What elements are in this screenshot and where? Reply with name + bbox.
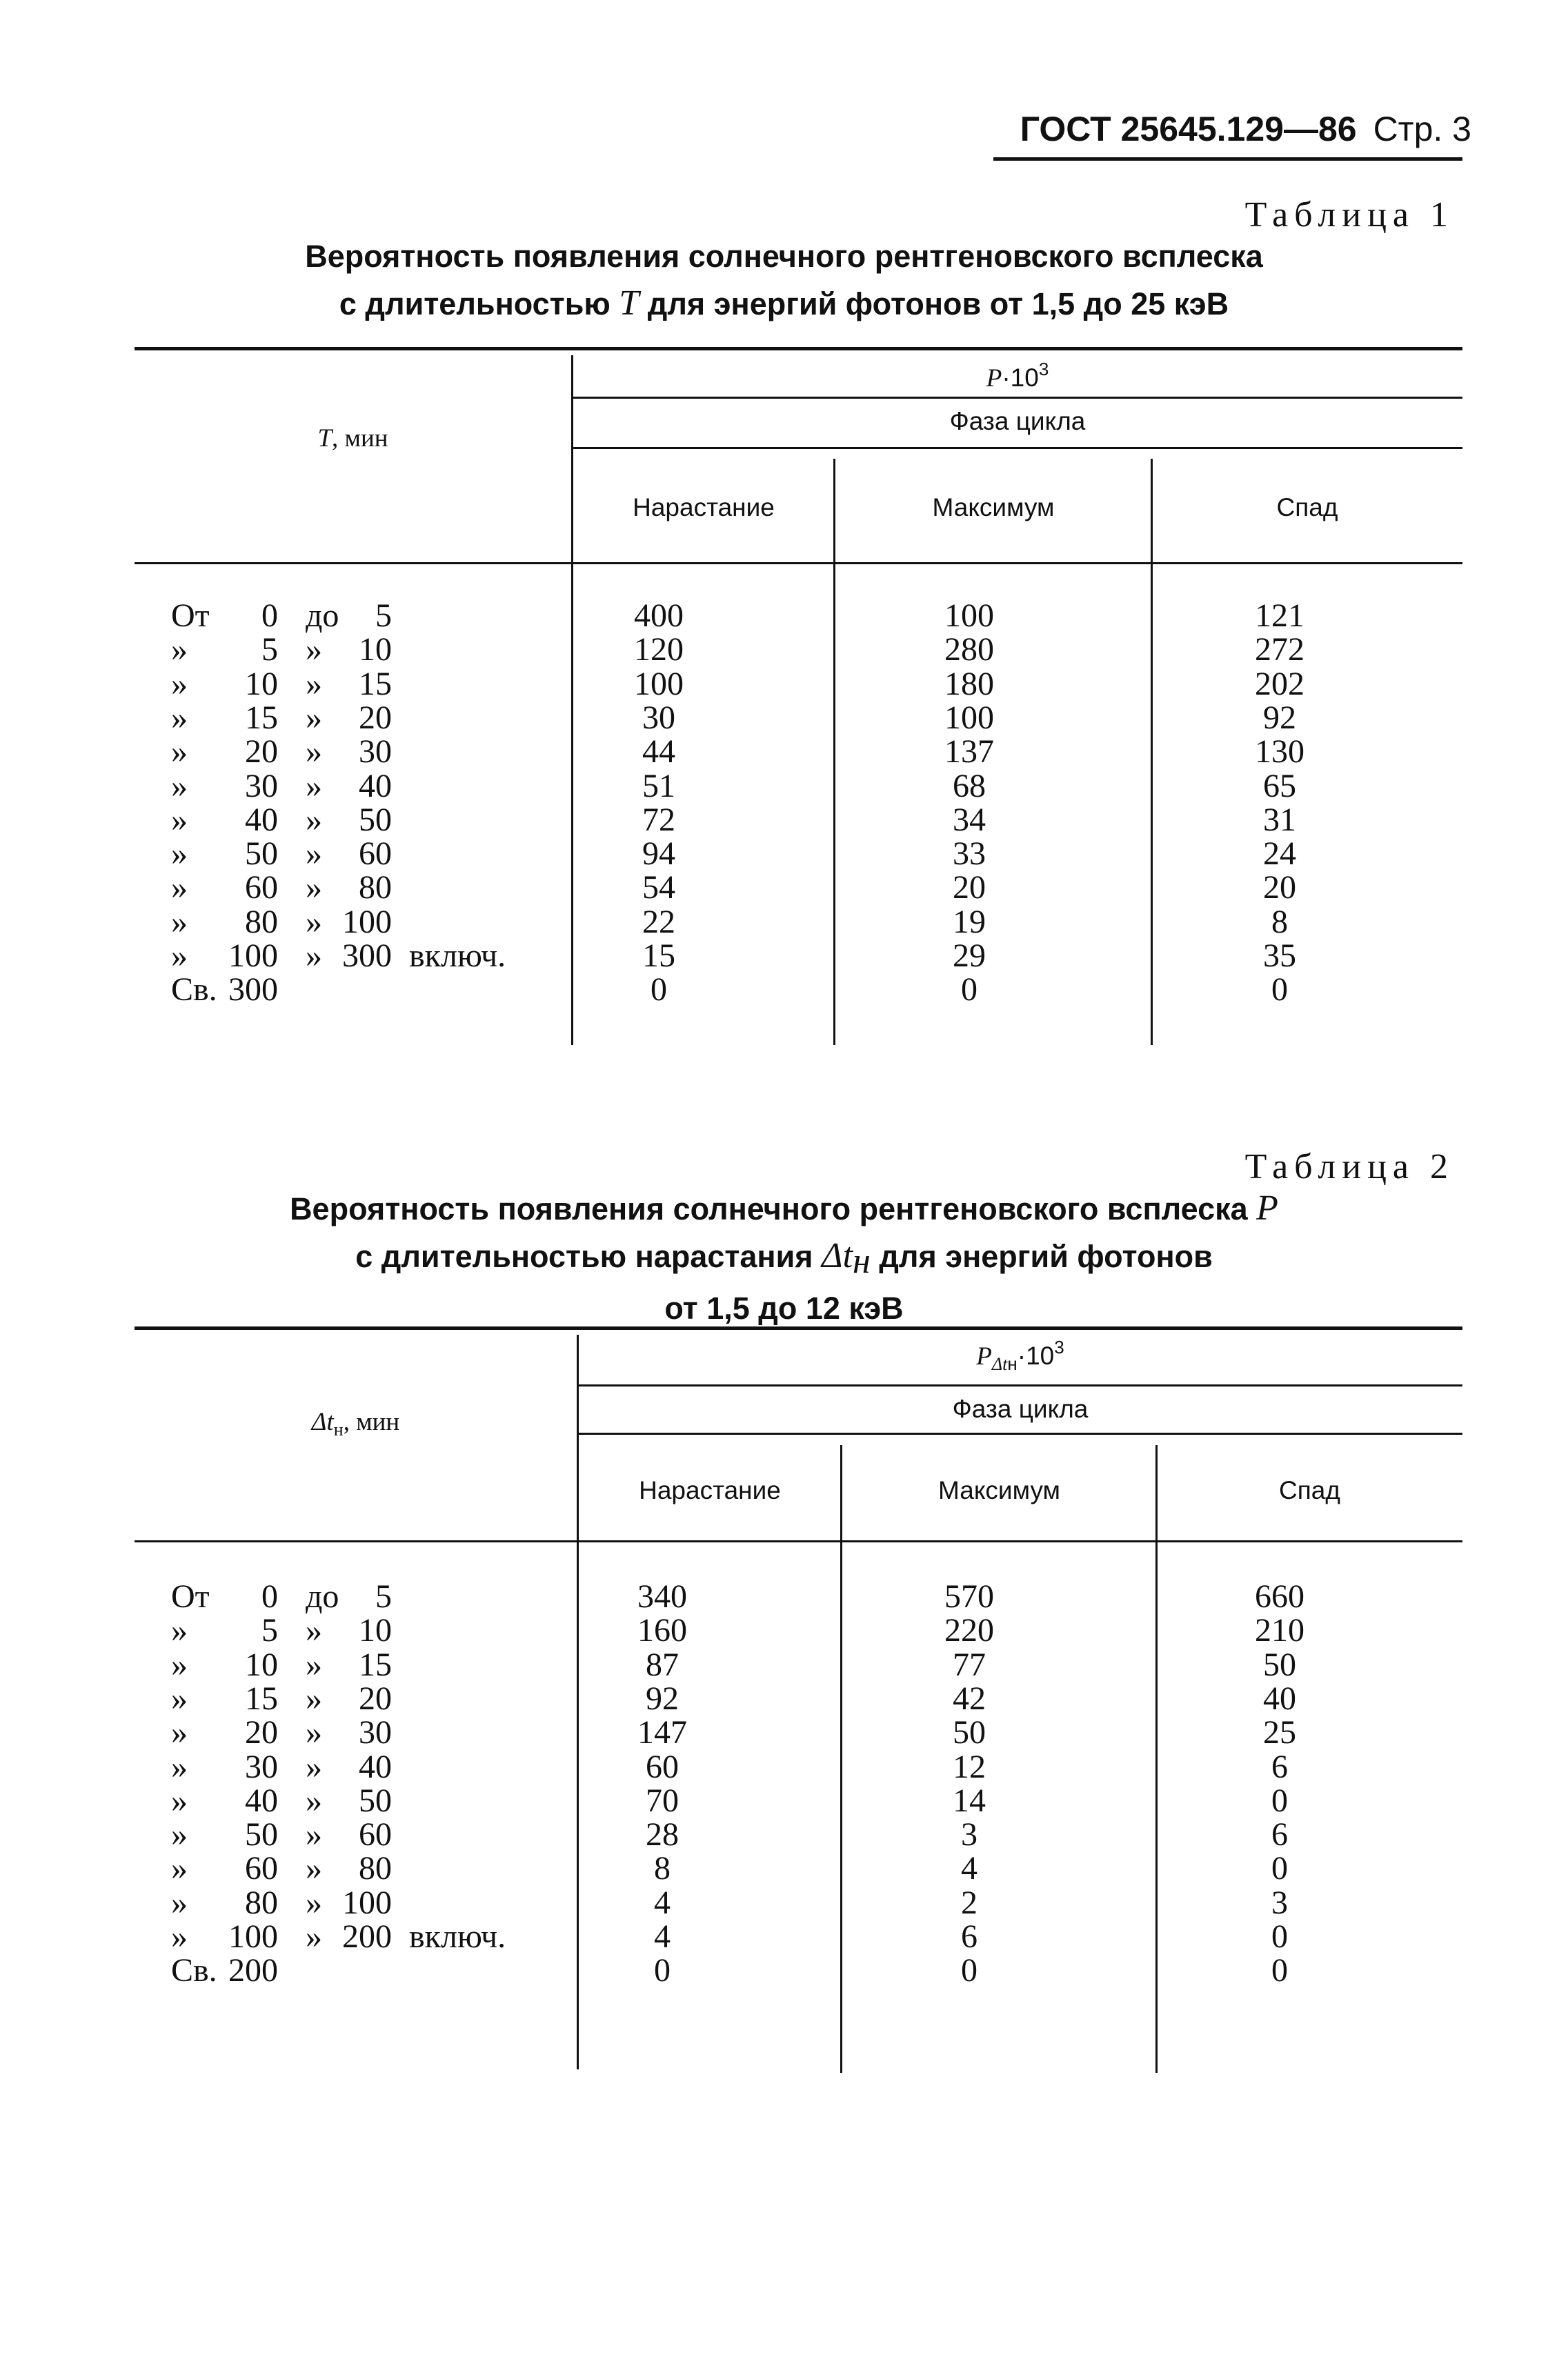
cell-max: 100 bbox=[944, 597, 994, 634]
range-part-b: 100 bbox=[228, 937, 278, 974]
table-row bbox=[0, 1920, 1568, 1954]
range-part-a: » bbox=[171, 1748, 188, 1785]
table-row bbox=[0, 1648, 1568, 1682]
cell-decline: 25 bbox=[1263, 1714, 1296, 1751]
table1-p-rule bbox=[573, 397, 1462, 399]
table-row bbox=[0, 1851, 1568, 1885]
range-part-b: 50 bbox=[245, 1816, 278, 1853]
cell-max: 20 bbox=[953, 869, 986, 906]
table1-top-rule bbox=[135, 347, 1462, 350]
table-row bbox=[0, 871, 1568, 904]
cell-decline: 24 bbox=[1263, 835, 1296, 873]
range-part-b: 80 bbox=[245, 903, 278, 940]
cell-decline: 0 bbox=[1271, 1952, 1288, 1989]
cell-rise: 15 bbox=[642, 937, 675, 974]
range-part-d: 10 bbox=[359, 631, 392, 668]
table-row bbox=[0, 1886, 1568, 1920]
cell-rise: 70 bbox=[646, 1782, 679, 1819]
table1-caption-line2: с длительностью T для энергий фотонов от 1,5 до 25 кэВ bbox=[339, 284, 1229, 323]
page-header bbox=[1020, 109, 1471, 149]
range-part-d: 40 bbox=[359, 1748, 392, 1785]
range-part-a: » bbox=[171, 1850, 188, 1887]
cell-max: 0 bbox=[961, 1952, 977, 1989]
table1-caption-line1: Вероятность появления солнечного рентгеновского всплеска bbox=[305, 239, 1263, 274]
range-part-c: » bbox=[306, 1748, 322, 1785]
cell-decline: 0 bbox=[1271, 971, 1288, 1008]
cell-rise: 51 bbox=[642, 767, 675, 804]
cell-decline: 121 bbox=[1255, 597, 1304, 634]
cell-max: 2 bbox=[961, 1884, 977, 1921]
table1-col-decline: Спад bbox=[1276, 493, 1338, 521]
range-part-d: 5 bbox=[375, 1578, 392, 1615]
table-row bbox=[0, 973, 1568, 1006]
table-row bbox=[0, 1784, 1568, 1818]
range-part-d: 100 bbox=[342, 1884, 392, 1921]
cell-rise: 340 bbox=[637, 1578, 687, 1615]
table1-col-max: Максимум bbox=[932, 493, 1055, 521]
range-part-d: 50 bbox=[359, 1782, 392, 1819]
table-row bbox=[0, 1716, 1568, 1749]
cell-max: 137 bbox=[944, 733, 994, 771]
table-row bbox=[0, 599, 1568, 633]
cell-decline: 65 bbox=[1263, 767, 1296, 804]
standard-number: ГОСТ 25645.129—86 bbox=[1020, 110, 1357, 148]
range-part-b: 30 bbox=[245, 1748, 278, 1785]
cell-max: 50 bbox=[953, 1714, 986, 1751]
range-part-c: » bbox=[306, 869, 322, 906]
cell-rise: 60 bbox=[646, 1748, 679, 1785]
cell-rise: 400 bbox=[634, 597, 684, 634]
range-part-d: 5 bbox=[375, 597, 392, 634]
cell-rise: 44 bbox=[642, 733, 675, 771]
range-part-b: 60 bbox=[245, 1850, 278, 1887]
table2-col-max: Максимум bbox=[938, 1476, 1060, 1504]
cell-max: 77 bbox=[953, 1646, 986, 1683]
cell-max: 42 bbox=[953, 1680, 986, 1717]
range-part-d: 30 bbox=[359, 1714, 392, 1751]
table-row bbox=[0, 803, 1568, 837]
range-part-a: » bbox=[171, 937, 188, 974]
table2-caption-line1: Вероятность появления солнечного рентгеновского всплеска P bbox=[290, 1189, 1278, 1228]
cell-rise: 28 bbox=[646, 1816, 679, 1853]
range-part-b: 40 bbox=[245, 1782, 278, 1819]
cell-decline: 0 bbox=[1271, 1918, 1288, 1955]
table2-phase-header: Фаза цикла bbox=[952, 1395, 1089, 1423]
table2-row-header: $\Delta t_н$, мин bbox=[311, 1408, 400, 1440]
range-part-a: От bbox=[171, 597, 210, 634]
cell-decline: 6 bbox=[1271, 1748, 1288, 1785]
range-part-d: 20 bbox=[359, 1680, 392, 1717]
cell-rise: 30 bbox=[642, 699, 675, 736]
range-part-b: 5 bbox=[261, 1612, 278, 1649]
range-part-c: » bbox=[306, 1918, 322, 1955]
range-part-c: » bbox=[306, 1680, 322, 1717]
cell-rise: 87 bbox=[646, 1646, 679, 1683]
range-part-a: » bbox=[171, 1646, 188, 1683]
cell-max: 3 bbox=[961, 1816, 977, 1853]
range-part-c: » bbox=[306, 903, 322, 940]
table-row bbox=[0, 769, 1568, 803]
range-part-c: » bbox=[306, 1646, 322, 1683]
range-part-d: 20 bbox=[359, 699, 392, 736]
range-part-a: » bbox=[171, 767, 188, 804]
cell-rise: 8 bbox=[654, 1850, 671, 1887]
table-row bbox=[0, 905, 1568, 939]
table-row bbox=[0, 1682, 1568, 1716]
cell-max: 180 bbox=[944, 665, 994, 702]
table-row bbox=[0, 633, 1568, 666]
page-number: Стр. 3 bbox=[1373, 110, 1471, 148]
cell-decline: 6 bbox=[1271, 1816, 1288, 1853]
cell-decline: 8 bbox=[1271, 903, 1288, 940]
header-rule bbox=[993, 157, 1462, 161]
range-part-a: » bbox=[171, 1714, 188, 1751]
table2-label: Таблица 2 bbox=[1244, 1147, 1454, 1186]
range-part-a: » bbox=[171, 903, 188, 940]
range-part-d: 15 bbox=[359, 665, 392, 702]
cell-decline: 130 bbox=[1255, 733, 1304, 771]
range-part-a: Св. bbox=[171, 1952, 217, 1989]
table-row bbox=[0, 1580, 1568, 1613]
table1-phase-rule bbox=[573, 447, 1462, 449]
range-part-a: » bbox=[171, 665, 188, 702]
range-part-d: 15 bbox=[359, 1646, 392, 1683]
range-part-b: 10 bbox=[245, 665, 278, 702]
range-part-a: » bbox=[171, 1612, 188, 1649]
range-part-b: 10 bbox=[245, 1646, 278, 1683]
cell-rise: 54 bbox=[642, 869, 675, 906]
table-row bbox=[0, 701, 1568, 735]
cell-decline: 50 bbox=[1263, 1646, 1296, 1683]
range-part-c: до bbox=[306, 1578, 339, 1615]
table1-p-header: $P\cdot 10^3$ bbox=[986, 359, 1049, 392]
table2-p-rule bbox=[578, 1384, 1462, 1386]
range-part-b: 15 bbox=[245, 1680, 278, 1717]
cell-rise: 4 bbox=[654, 1918, 671, 1955]
range-part-b: 80 bbox=[245, 1884, 278, 1921]
range-part-e: включ. bbox=[409, 1918, 506, 1955]
table1-phase-header: Фаза цикла bbox=[949, 407, 1086, 435]
range-part-c: » bbox=[306, 1612, 322, 1649]
range-part-a: » bbox=[171, 1918, 188, 1955]
range-part-a: » bbox=[171, 733, 188, 771]
cell-decline: 35 bbox=[1263, 937, 1296, 974]
range-part-c: » bbox=[306, 937, 322, 974]
range-part-a: » bbox=[171, 835, 188, 873]
cell-max: 570 bbox=[944, 1578, 994, 1615]
table-row bbox=[0, 1954, 1568, 1987]
range-part-b: 200 bbox=[228, 1952, 278, 1989]
range-part-c: » bbox=[306, 733, 322, 771]
table-row bbox=[0, 1750, 1568, 1784]
cell-decline: 202 bbox=[1255, 665, 1304, 702]
cell-rise: 22 bbox=[642, 903, 675, 940]
cell-max: 12 bbox=[953, 1748, 986, 1785]
table-row bbox=[0, 837, 1568, 871]
cell-max: 0 bbox=[961, 971, 977, 1008]
range-part-b: 300 bbox=[228, 971, 278, 1008]
cell-rise: 120 bbox=[634, 631, 684, 668]
range-part-d: 60 bbox=[359, 1816, 392, 1853]
range-part-c: » bbox=[306, 699, 322, 736]
table2-col-rise: Нарастание bbox=[639, 1476, 781, 1504]
table-row bbox=[0, 1818, 1568, 1851]
table1-row-header: T, мин bbox=[317, 424, 388, 453]
table1-header-bottom-rule bbox=[135, 562, 1462, 564]
range-part-b: 0 bbox=[261, 597, 278, 634]
range-part-d: 80 bbox=[359, 869, 392, 906]
range-part-b: 0 bbox=[261, 1578, 278, 1615]
range-part-a: » bbox=[171, 869, 188, 906]
table2-phase-rule bbox=[578, 1433, 1462, 1435]
cell-decline: 210 bbox=[1255, 1612, 1304, 1649]
range-part-a: » bbox=[171, 1816, 188, 1853]
cell-rise: 92 bbox=[646, 1680, 679, 1717]
range-part-c: » bbox=[306, 1782, 322, 1819]
cell-max: 68 bbox=[953, 767, 986, 804]
cell-decline: 660 bbox=[1255, 1578, 1304, 1615]
range-part-d: 10 bbox=[359, 1612, 392, 1649]
cell-max: 34 bbox=[953, 801, 986, 838]
range-part-b: 20 bbox=[245, 733, 278, 771]
range-part-a: » bbox=[171, 1680, 188, 1717]
cell-decline: 92 bbox=[1263, 699, 1296, 736]
table-row bbox=[0, 939, 1568, 973]
cell-decline: 20 bbox=[1263, 869, 1296, 906]
table-row bbox=[0, 667, 1568, 701]
range-part-d: 200 bbox=[342, 1918, 392, 1955]
cell-max: 280 bbox=[944, 631, 994, 668]
range-part-a: От bbox=[171, 1578, 210, 1615]
table2-p-header: $P_{\Delta tн}\cdot 10^3$ bbox=[976, 1337, 1064, 1374]
cell-rise: 94 bbox=[642, 835, 675, 873]
cell-decline: 3 bbox=[1271, 1884, 1288, 1921]
range-part-a: » bbox=[171, 1884, 188, 1921]
range-part-a: » bbox=[171, 699, 188, 736]
range-part-a: » bbox=[171, 1782, 188, 1819]
range-part-b: 60 bbox=[245, 869, 278, 906]
range-part-c: » bbox=[306, 767, 322, 804]
cell-rise: 4 bbox=[654, 1884, 671, 1921]
table2-caption bbox=[0, 1185, 1568, 1332]
cell-max: 19 bbox=[953, 903, 986, 940]
cell-rise: 72 bbox=[642, 801, 675, 838]
cell-max: 100 bbox=[944, 699, 994, 736]
cell-decline: 0 bbox=[1271, 1850, 1288, 1887]
range-part-c: » bbox=[306, 1714, 322, 1751]
table2-col-decline: Спад bbox=[1279, 1476, 1340, 1504]
range-part-a: » bbox=[171, 631, 188, 668]
cell-rise: 160 bbox=[637, 1612, 687, 1649]
cell-max: 220 bbox=[944, 1612, 994, 1649]
cell-rise: 100 bbox=[634, 665, 684, 702]
cell-max: 4 bbox=[961, 1850, 977, 1887]
table1-label: Таблица 1 bbox=[1244, 195, 1454, 235]
range-part-b: 20 bbox=[245, 1714, 278, 1751]
cell-decline: 272 bbox=[1255, 631, 1304, 668]
table-row bbox=[0, 733, 1568, 771]
table1-col-rise: Нарастание bbox=[633, 493, 775, 521]
cell-decline: 0 bbox=[1271, 1782, 1288, 1819]
range-part-c: » bbox=[306, 665, 322, 702]
range-part-c: » bbox=[306, 1850, 322, 1887]
range-part-b: 50 bbox=[245, 835, 278, 873]
range-part-b: 100 bbox=[228, 1918, 278, 1955]
table2-caption-line3: от 1,5 до 12 кэВ bbox=[664, 1291, 904, 1326]
range-part-d: 60 bbox=[359, 835, 392, 873]
table2-header-bottom-rule bbox=[135, 1540, 1462, 1542]
cell-max: 29 bbox=[953, 937, 986, 974]
range-part-d: 50 bbox=[359, 801, 392, 838]
range-part-c: » bbox=[306, 1884, 322, 1921]
table2-top-rule bbox=[135, 1326, 1462, 1330]
range-part-d: 30 bbox=[359, 733, 392, 771]
range-part-b: 40 bbox=[245, 801, 278, 838]
range-part-b: 5 bbox=[261, 631, 278, 668]
range-part-a: Св. bbox=[171, 971, 217, 1008]
range-part-c: » bbox=[306, 801, 322, 838]
range-part-c: » bbox=[306, 631, 322, 668]
range-part-c: » bbox=[306, 835, 322, 873]
cell-rise: 147 bbox=[637, 1714, 687, 1751]
range-part-d: 80 bbox=[359, 1850, 392, 1887]
range-part-c: до bbox=[306, 597, 339, 634]
cell-rise: 0 bbox=[651, 971, 667, 1008]
range-part-b: 15 bbox=[245, 699, 278, 736]
range-part-b: 30 bbox=[245, 767, 278, 804]
range-part-d: 100 bbox=[342, 903, 392, 940]
cell-rise: 0 bbox=[654, 1952, 671, 1989]
range-part-e: включ. bbox=[409, 937, 506, 974]
range-part-d: 300 bbox=[342, 937, 392, 974]
table-row bbox=[0, 1613, 1568, 1647]
cell-max: 33 bbox=[953, 835, 986, 873]
range-part-c: » bbox=[306, 1816, 322, 1853]
table1-caption bbox=[0, 233, 1568, 328]
cell-decline: 40 bbox=[1263, 1680, 1296, 1717]
table2-caption-line2: с длительностью нарастания Δtн для энергий фотонов bbox=[355, 1236, 1213, 1281]
range-part-a: » bbox=[171, 801, 188, 838]
range-part-d: 40 bbox=[359, 767, 392, 804]
cell-max: 14 bbox=[953, 1782, 986, 1819]
cell-max: 6 bbox=[961, 1918, 977, 1955]
cell-decline: 31 bbox=[1263, 801, 1296, 838]
